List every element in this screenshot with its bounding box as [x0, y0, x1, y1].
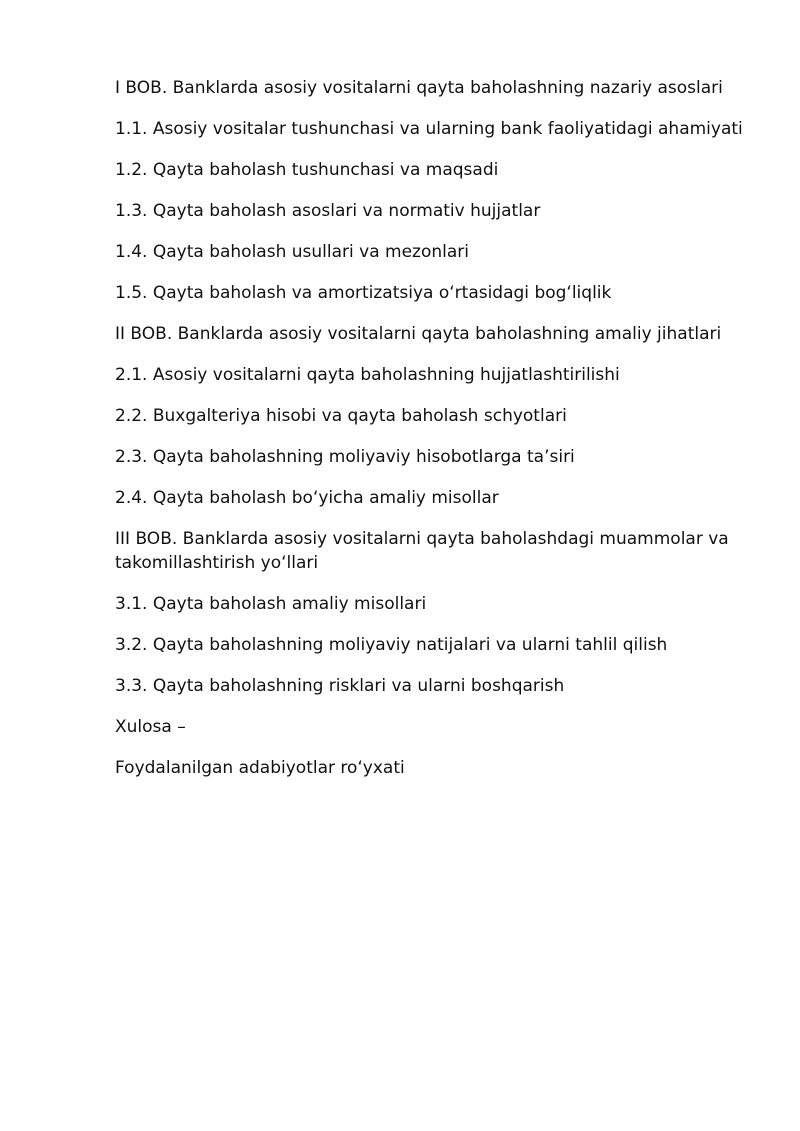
toc-entry-1-4: 1.4. Qayta baholash usullari va mezonlari — [115, 242, 469, 262]
references-entry: Foydalanilgan adabiyotlar roʻyxati — [115, 758, 405, 778]
toc-entry-3-1: 3.1. Qayta baholash amaliy misollari — [115, 594, 427, 614]
table-of-contents — [115, 76, 745, 797]
toc-entry-1-2: 1.2. Qayta baholash tushunchasi va maqsadi — [115, 160, 499, 180]
toc-entry-2-2: 2.2. Buxgalteriya hisobi va qayta baholash schyotlari — [115, 406, 567, 426]
toc-entry-2-4: 2.4. Qayta baholash boʻyicha amaliy misollar — [115, 488, 499, 508]
chapter-heading-1: I BOB. Banklarda asosiy vositalarni qayta baholashning nazariy asoslari — [115, 78, 723, 98]
toc-entry-2-3: 2.3. Qayta baholashning moliyaviy hisobotlarga taʼsiri — [115, 447, 575, 467]
conclusion-entry: Xulosa – — [115, 717, 186, 737]
toc-entry-1-3: 1.3. Qayta baholash asoslari va normativ hujjatlar — [115, 201, 541, 221]
toc-entry-1-1: 1.1. Asosiy vositalar tushunchasi va ularning bank faoliyatidagi ahamiyati — [115, 119, 743, 139]
toc-entry-3-2: 3.2. Qayta baholashning moliyaviy natijalari va ularni tahlil qilish — [115, 635, 668, 655]
chapter-heading-2: II BOB. Banklarda asosiy vositalarni qayta baholashning amaliy jihatlari — [115, 324, 722, 344]
toc-entry-2-1: 2.1. Asosiy vositalarni qayta baholashning hujjatlashtirilishi — [115, 365, 620, 385]
toc-entry-1-5: 1.5. Qayta baholash va amortizatsiya oʻrtasidagi bogʻliqlik — [115, 283, 612, 303]
chapter-heading-3: III BOB. Banklarda asosiy vositalarni qayta baholashdagi muammolar va takomillashtirish yoʻllari — [115, 529, 729, 573]
toc-entry-3-3: 3.3. Qayta baholashning risklari va ularni boshqarish — [115, 676, 565, 696]
